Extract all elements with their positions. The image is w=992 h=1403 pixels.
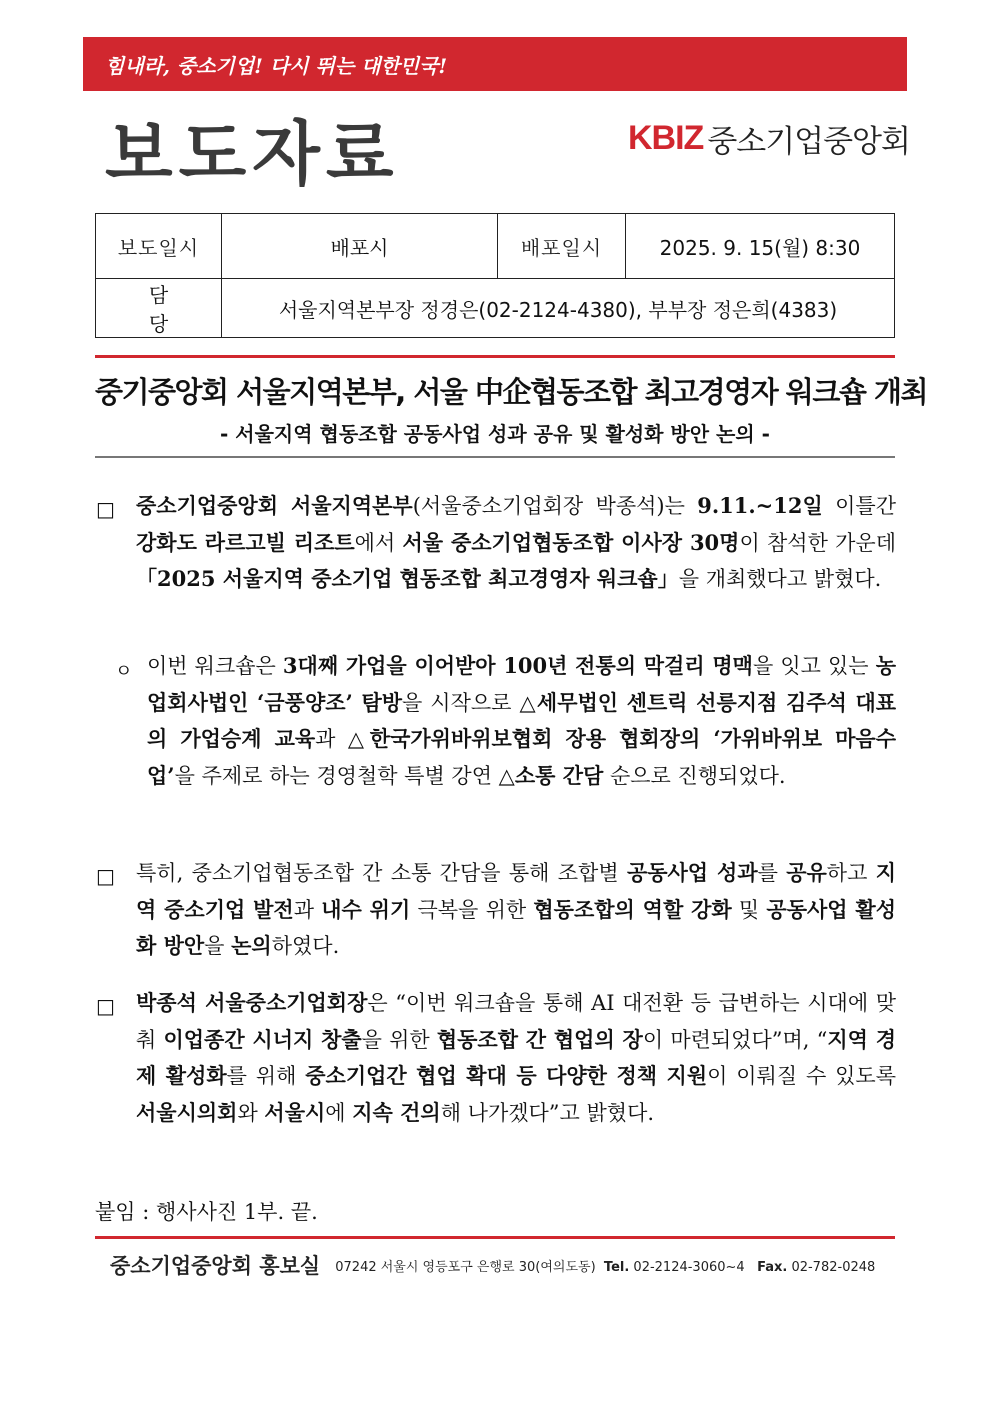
body-text: 극복을 위한 (410, 897, 534, 922)
footer-fax-label: Fax. (757, 1259, 788, 1275)
emphasis-text: 지역 중소기업 발전 (136, 860, 896, 922)
body-text: 하였다. (271, 934, 340, 958)
emphasis-text: 논의 (231, 933, 272, 958)
distribution-value: 2025. 9. 15(월) 8:30 (626, 214, 895, 279)
body-text: 순으로 진행되었다. (603, 763, 786, 788)
emphasis-text: 협동조합 간 협업의 장 (436, 1026, 643, 1052)
circle-bullet: ㅇ (115, 661, 133, 682)
emphasis-text: 「2025 서울지역 중소기업 협동조합 최고경영자 워크숍」 (136, 566, 679, 591)
release-info-table (95, 213, 895, 338)
body-text: 을 위한 (361, 1027, 437, 1052)
body-text: (서울중소기업회장 박종석)는 (412, 494, 698, 518)
subheadline: - 서울지역 협동조합 공동사업 성과 공유 및 활성화 방안 논의 - (220, 422, 770, 446)
headline: 중기중앙회 서울지역본부, 서울 中企협동조합 최고경영자 워크숍 개최 (95, 375, 927, 409)
paragraph-1 (136, 488, 896, 598)
footer-tel: 02-2124-3060~4 (633, 1259, 745, 1275)
emphasis-text: 공동사업 활성화 방안 (136, 896, 896, 958)
emphasis-text: 박종석 서울중소기업회장 (136, 990, 368, 1015)
body-text: 은 “이번 워크숍을 통해 AI 대전환 등 급변하는 시대에 맞춰 (136, 991, 896, 1052)
body-text: 을 시작으로 (402, 690, 520, 715)
body-text: 이 마련되었다”며, “ (642, 1027, 828, 1052)
body-text: 특히, 중소기업협동조합 간 소통 간담을 통해 조합별 (136, 861, 627, 885)
contact-label: 담당 (96, 279, 222, 338)
emphasis-text: 서울시 (264, 1099, 326, 1125)
release-value: 배포시 (222, 214, 498, 279)
body-text: 이 참석한 가운데 (739, 530, 896, 555)
body-text: 이틀간 (822, 494, 896, 518)
paragraph-4 (136, 985, 896, 1131)
emphasis-text: 강화도 라르고빌 리조트 (136, 529, 355, 555)
body-text: 이번 워크숍은 (147, 654, 283, 678)
body-text: 을 잇고 있는 (752, 654, 876, 678)
emphasis-text: 협동조합의 역할 강화 (533, 896, 732, 922)
emphasis-text: 9.11.~12일 (697, 493, 823, 518)
square-bullet: □ (96, 497, 115, 521)
body-text: 에서 (354, 530, 403, 555)
emphasis-text: 3대째 가업을 이어받아 100년 전통의 막걸리 명맥 (282, 653, 753, 678)
body-text: 을 개최했다고 밝혔다. (678, 567, 882, 591)
body-text: 및 (731, 897, 767, 922)
body-text: 를 위해 (226, 1064, 306, 1088)
contact-row (96, 279, 895, 338)
footer (110, 1250, 875, 1280)
contact-value: 서울지역본부장 정경은(02-2124-4380), 부부장 정은희(4383) (222, 279, 895, 338)
body-text: 하고 (826, 861, 876, 885)
footer-divider (95, 1236, 895, 1239)
banner-slogan: 힘내라, 중소기업! 다시 뛰는 대한민국! (105, 54, 448, 78)
emphasis-text: 서울시의회 (136, 1099, 238, 1125)
footer-contact (335, 1260, 875, 1275)
emphasis-text: 중소기업중앙회 서울지역본부 (136, 493, 413, 518)
footer-tel-label: Tel. (603, 1259, 630, 1275)
emphasis-text: 지역 경제 활성화 (136, 1026, 897, 1088)
emphasis-text: 내수 위기 (321, 896, 411, 922)
emphasis-text: 공동사업 성과 (626, 860, 758, 885)
footer-fax: 02-782-0248 (791, 1259, 876, 1275)
release-row (96, 214, 895, 279)
emphasis-text: 농업회사법인 ‘금풍양조’ 탐방 (147, 653, 896, 715)
body-text: 을 (204, 934, 232, 958)
headline-top-divider (95, 355, 895, 358)
body-text: 해 나가겠다”고 밝혔다. (440, 1100, 655, 1125)
square-bullet: □ (96, 994, 115, 1018)
body-text: 와 (237, 1100, 265, 1125)
top-banner (83, 37, 907, 91)
release-label: 보도일시 (96, 214, 222, 279)
body-text: 을 주제로 하는 경영철학 특별 강연 (174, 763, 499, 788)
emphasis-text: 중소기업간 협업 확대 등 다양한 정책 지원 (305, 1063, 708, 1088)
paragraph-2 (147, 648, 896, 794)
emphasis-text: 지속 건의 (352, 1099, 441, 1125)
logo-mark: KBIZ (628, 119, 704, 157)
logo-org-name: 중소기업중앙회 (707, 124, 910, 160)
document-title: 보도자료 (105, 113, 400, 195)
emphasis-text: 공유 (786, 860, 827, 885)
square-bullet: □ (96, 864, 115, 888)
body-text: 과 (293, 897, 322, 922)
attachment-note: 붙임 : 행사사진 1부. 끝. (95, 1200, 318, 1224)
distribution-label: 배포일시 (498, 214, 626, 279)
body-text: 에 (325, 1100, 353, 1125)
emphasis-text: △소통 간담 (498, 762, 604, 788)
footer-org: 중소기업중앙회 홍보실 (110, 1254, 321, 1278)
body-text: 이 이뤄질 수 있도록 (707, 1064, 896, 1088)
kbiz-logo (628, 116, 910, 160)
emphasis-text: △세무법인 센트릭 선릉지점 김주석 대표의 가업승계 교육 (147, 689, 897, 751)
body-text: 과 (315, 727, 348, 751)
emphasis-text: 이업종간 시너지 창출 (163, 1026, 362, 1052)
body-text: 를 (757, 861, 787, 885)
emphasis-text: △한국가위바위보협회 장용 협회장의 ‘가위바위보 마음수업’ (147, 726, 896, 788)
footer-address: 07242 서울시 영등포구 은행로 30(여의도동) (335, 1259, 596, 1275)
headline-bottom-divider (95, 456, 895, 458)
emphasis-text: 서울 중소기업협동조합 이사장 30명 (402, 529, 740, 555)
paragraph-3 (136, 855, 896, 965)
